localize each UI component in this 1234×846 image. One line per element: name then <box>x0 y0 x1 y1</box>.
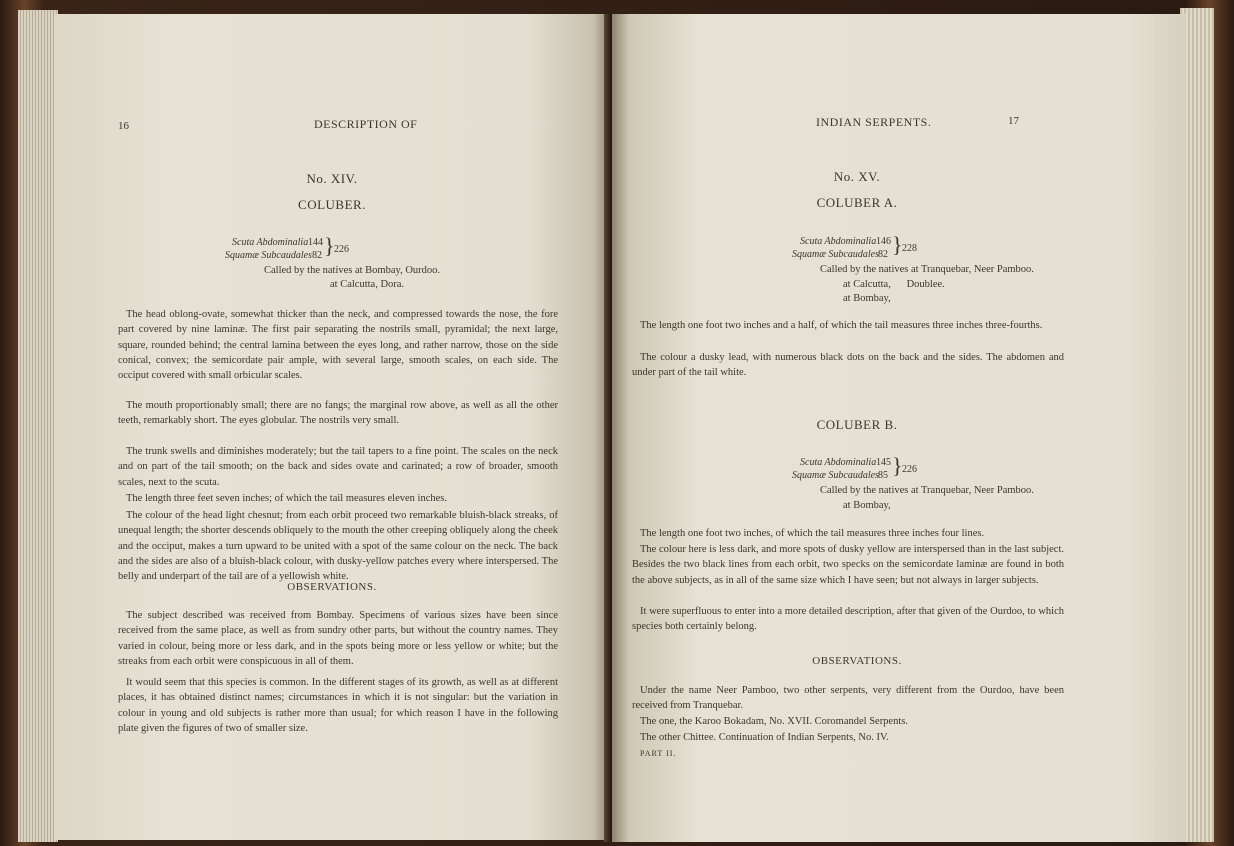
section-number: No. XIV. <box>306 171 358 186</box>
brace: } <box>892 453 903 478</box>
paragraph-length: The length three feet seven inches; of which the tail measures eleven inches. <box>126 493 447 504</box>
genus-heading: COLUBER. <box>298 197 366 212</box>
brace: } <box>892 232 903 257</box>
a-total-value: 228 <box>902 243 917 254</box>
total-value: 226 <box>334 244 349 255</box>
observations-heading: OBSERVATIONS. <box>812 655 902 667</box>
b-scuta-value: 145 <box>876 457 891 468</box>
b-squamae-value: 85 <box>878 470 888 481</box>
a-length-paragraph: The length one foot two inches and a half, of which the tail measures three inches three-fourths. <box>640 320 1043 331</box>
paragraph-trunk: The trunk swells and diminishes moderately; but the tail tapers to a fine point. The scales on the neck and on part of the tail smooth; on the back and sides ovate and carinated; a row of broader, smooth scales, next to the scuta. <box>118 446 558 488</box>
b-called-line-1: Called by the natives at Tranquebar, Neer Pamboo. <box>820 485 1034 496</box>
observations-paragraph-2: It would seem that this species is common. In the different stages of its growth, as well as at different places, it has obtained distinct names; circumstances in which it is not singular: but the variation in colour in young and old subjects is rather more than usual; for which reason I have in the following plate given the figures of two of smaller size. <box>118 677 558 734</box>
b-total-value: 226 <box>902 464 917 475</box>
observations-paragraph-1: The subject described was received from Bombay. Specimens of various sizes have been since received from the same place, as well as from sundry other parts, but without the country names. They varied in colour, being more or less dark, and in the spots being more or less yellow or white; but the streaks from each orbit were conspicuous in all of them. <box>118 610 558 667</box>
b-squamae-label: Squamæ Subcaudales <box>792 470 879 481</box>
observations-paragraph-2: The one, the Karoo Bokadam, No. XVII. Coromandel Serpents. <box>640 716 908 727</box>
section-number: No. XV. <box>833 169 881 184</box>
a-scuta-value: 146 <box>876 236 891 247</box>
called-line-2: at Calcutta, Dora. <box>330 279 405 290</box>
b-colour-paragraph: The colour here is less dark, and more spots of dusky yellow are interspersed than in the last subject. Besides the two black lines from each orbit, two specks on the semicordate laminæ are found in both the above subjects, as in all of the same size which I have seen; but not always in larger subjects. <box>632 544 1064 586</box>
a-squamae-label: Squamæ Subcaudales <box>792 249 879 260</box>
paragraph-colour: The colour of the head light chesnut; from each orbit proceed two remarkable bluish-black streaks, of unequal length; the shorter descends obliquely to the mouth the other creeping obliquely along the cheek and the occiput, makes a turn upward to be united with a spot of the same colour on the neck. The back and the sides are also of a bluish-black colour, with dusky-yellow patches every where interspersed. The belly and underpart of the tail are of a yellowish white. <box>118 510 559 583</box>
paragraph-mouth: The mouth proportionably small; there are no fangs; the marginal row above, as well as all the other teeth, remarkably short. The eyes globular. The nostrils very small. <box>118 400 558 427</box>
running-head: INDIAN SERPENTS. <box>816 115 932 129</box>
running-head: DESCRIPTION OF <box>314 117 418 131</box>
scuta-label: Scuta Abdominalia <box>232 237 309 248</box>
b-length-paragraph: The length one foot two inches, of which the tail measures three inches four lines. <box>640 528 985 539</box>
b-called-line-2: at Bombay, <box>843 500 891 511</box>
a-called-line-3: at Bombay, <box>843 293 891 304</box>
observations-paragraph-1: Under the name Neer Pamboo, two other serpents, very different from the Ourdoo, have been received from Tranquebar. <box>632 685 1064 712</box>
squamae-value: 82 <box>312 250 322 261</box>
left-page-edges <box>18 10 58 842</box>
observations-heading: OBSERVATIONS. <box>287 581 377 593</box>
observations-paragraph-3: The other Chittee. Continuation of Indian Serpents, No. IV. <box>640 732 889 743</box>
genus-b-heading: COLUBER B. <box>816 417 898 432</box>
paragraph-head: The head oblong-ovate, somewhat thicker than the neck, and compressed towards the nose, the fore part covered by nine laminæ. The first pair separating the nostrils small, pyramidal; the next large, square, rounded behind; the central lamina between the eyes long, and rather narrow, those on the side conical, convex; the semicordate pair ample, with several large, smooth scales, on each side. The occiput covered with small orbicular scales. <box>118 309 558 382</box>
scuta-value: 144 <box>308 237 323 248</box>
brace: } <box>324 233 335 258</box>
a-colour-paragraph: The colour a dusky lead, with numerous black dots on the back and the sides. The abdomen and under part of the tail white. <box>632 352 1064 379</box>
b-superfluous-paragraph: It were superfluous to enter into a more detailed description, after that given of the Ourdoo, to which species both certainly belong. <box>632 606 1064 633</box>
a-squamae-value: 82 <box>878 249 888 260</box>
a-scuta-label: Scuta Abdominalia <box>800 236 877 247</box>
a-called-line-1: Called by the natives at Tranquebar, Neer Pamboo. <box>820 264 1034 275</box>
squamae-label: Squamæ Subcaudales <box>225 250 312 261</box>
genus-a-heading: COLUBER A. <box>816 195 898 210</box>
signature-mark: PART II. <box>640 749 677 758</box>
called-line-1: Called by the natives at Bombay, Ourdoo. <box>264 265 441 276</box>
left-page <box>54 14 610 840</box>
right-page <box>612 14 1186 842</box>
b-scuta-label: Scuta Abdominalia <box>800 457 877 468</box>
page-number: 16 <box>118 120 129 132</box>
a-called-line-2: at Calcutta, Doublee. <box>843 279 945 290</box>
page-number: 17 <box>1008 115 1019 127</box>
